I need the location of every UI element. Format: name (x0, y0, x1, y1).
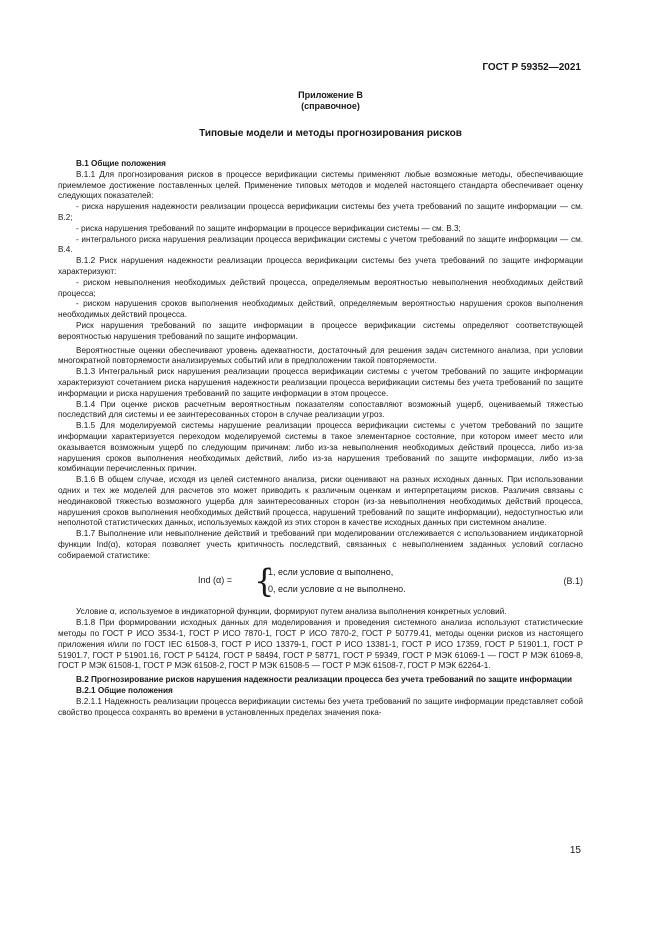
paragraph: В.1.5 Для моделируемой системы нарушение реализации процесса верификации системы с учетом требований по защите информации характеризуется переходом моделируемой системы в такое элементарное состояние, при котором имеет место или оказывается возможным ущерб по следующим причинам: либо из-за невыполнения необходимых действий процесса, либо из-за нарушения сроков выполнения необходимых действий, либо из-за нарушения требований по защите информации, либо из-за комбинации перечисленных причин. (58, 421, 583, 474)
paragraph: Вероятностные оценки обеспечивают уровень адекватности, достаточный для решения задач системного анализа, при условии многократной повторяемости анализируемых событий или в предположении такой повторяемости. (58, 345, 583, 366)
list-item: - интегрального риска нарушения реализации процесса верификации системы с учетом требований по защите информации — см. В.4. (58, 234, 583, 255)
list-item: - риска нарушения требований по защите информации в процессе верификации системы — см. В.3; (76, 223, 461, 233)
list-item: - риском невыполнения необходимых действий процесса, определяемым вероятностью невыполнения необходимых действий процесса; (58, 277, 583, 298)
equation-number: (В.1) (563, 576, 583, 587)
appendix-subtitle: (справочное) (301, 101, 360, 111)
paragraph: В.1.8 При формировании исходных данных для моделирования и проведения системного анализа используют статистические методы по ГОСТ Р ИСО 3534-1, ГОСТ Р ИСО 7870-1, ГОСТ Р ИСО 7870-2, ГОСТ Р 50779.41, методы оценки рисков из настоящего приложения и/или по ГОСТ IEC 61508-3, ГОСТ Р ИСО 13379-1, ГОСТ Р ИСО 13381-1, ГОСТ Р ИСО 17359, ГОСТ Р 51901.1, ГОСТ Р 51901.7, ГОСТ Р 51901.16, ГОСТ Р 54124, ГОСТ Р 58494, ГОСТ Р 58771, ГОСТ Р 59349, ГОСТ Р МЭК 61069-1 — ГОСТ Р МЭК 61069-8, ГОСТ Р МЭК 61508-1, ГОСТ Р МЭК 61508-2, ГОСТ Р МЭК 61508-5 — ГОСТ Р МЭК 61508-7, ГОСТ Р МЭК 62264-1. (58, 618, 583, 671)
paragraph: Риск нарушения требований по защите информации в процессе верификации системы определяют соответствующей вероятностью нарушения требований по защите информации. (58, 320, 583, 341)
indicator-formula (58, 562, 583, 601)
document-title: Типовые модели и методы прогнозирования рисков (199, 128, 462, 139)
standard-header: ГОСТ Р 59352—2021 (482, 62, 581, 73)
list-item: - риска нарушения надежности реализации процесса верификации системы без учета требований по защите информации — см. В.2; (58, 202, 583, 222)
formula-case-1: 1, если условие α выполнено, (268, 567, 394, 578)
paragraph: В.1.3 Интегральный риск нарушения реализации процесса верификации системы с учетом требований по защите информации характеризуют сочетанием риска нарушения надежности реализации процесса верификации системы без учета требований по защите информации и риска нарушения требований по защите информации в этом процессе. (58, 367, 583, 398)
brace-symbol: { (254, 562, 275, 601)
paragraph: В.1.6 В общем случае, исходя из целей системного анализа, риски оценивают на разных исходных данных. При использовании одних и тех же моделей для расчетов это может приводить к различным оценкам и интерпретациям рисков. Различия связаны с неодинаковой тяжестью возможного ущерба для заинтересованных сторон (из-за невыполнения необходимых действий процесса, нарушения сроков выполнения необходимых действий процесса, нарушений требований по защите информации), недоступностью или неполнотой статистических данных, используемых каждой из этих сторон в качестве исходных данных при системном анализе. (58, 475, 583, 528)
paragraph: В.1.4 При оценке рисков расчетным вероятностным показателям сопоставляют возможный ущерб, оцениваемый тяжестью последствий для системы и ее заинтересованных сторон в случае реализации угроз. (58, 399, 583, 420)
appendix-title: Приложение В (298, 90, 363, 100)
list-item: - риском нарушения сроков выполнения необходимых действий, определяемым вероятностью нарушения сроков выполнения необходимых действий процесса. (58, 299, 583, 320)
paragraph: В.1.7 Выполнение или невыполнение действий и требований при моделировании отслеживается с использованием индикаторной функции Ind(α), которая позволяет учесть критичность последствий, связанных с невыполнением заданных условий согласно собираемой статистике: (58, 529, 583, 560)
document-body (58, 157, 583, 718)
page-number: 15 (569, 845, 581, 856)
formula-case-2: 0, если условие α не выполнено. (268, 584, 406, 595)
subsection-heading: В.2.1 Общие положения (76, 686, 173, 696)
formula-lhs: Ind (α) = (198, 575, 232, 586)
section-heading: В.2 Прогнозирование рисков нарушения надежности реализации процесса без учета требований по защите информации (76, 675, 573, 685)
paragraph: В.1.1 Для прогнозирования рисков в процессе верификации системы применяют любые возможные методы, обеспечивающие приемлемое достижение поставленных целей. Применение типовых методов и моделей настоящего стандарта обеспечивает оценку следующих показателей: (58, 169, 583, 201)
paragraph: В.1.2 Риск нарушения надежности реализации процесса верификации системы без учета требований по защите информации характеризуют: (58, 256, 583, 276)
paragraph: Условие α, используемое в индикаторной функции, формируют путем анализа выполнения конкретных условий. (76, 607, 507, 617)
paragraph: В.2.1.1 Надежность реализации процесса верификации системы без учета требований по защите информации представляет собой свойство процесса сохранять во времени в установленных пределах значения пока- (58, 696, 583, 717)
section-heading: В.1 Общие положения (76, 159, 166, 168)
